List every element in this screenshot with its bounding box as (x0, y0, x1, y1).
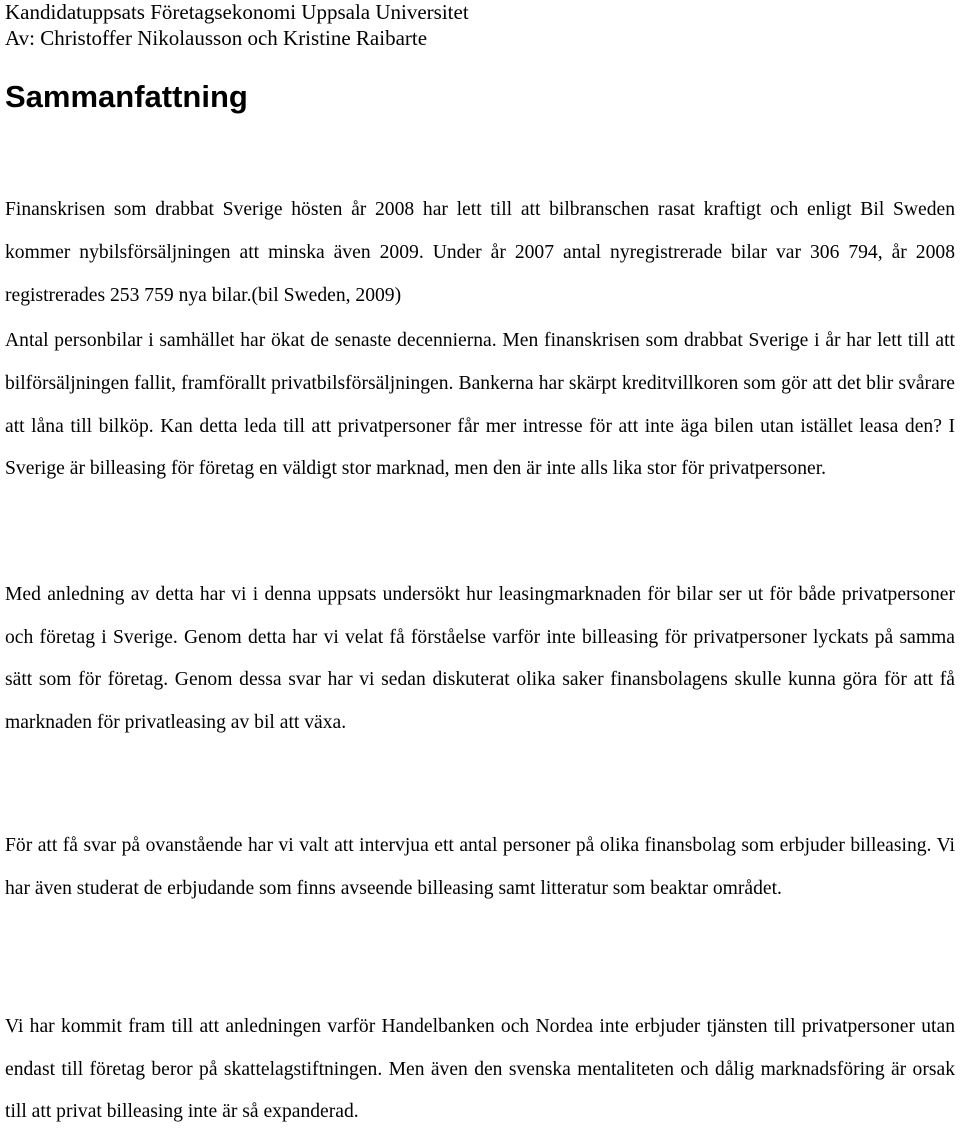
header-authors-line: Av: Christoffer Nikolausson och Kristine Raibarte (5, 26, 428, 50)
paragraph-1: Finanskrisen som drabbat Sverige hösten år 2008 har lett till att bilbranschen rasat kraftigt och enligt Bil Sweden kommer nybilsförsäljningen att minska även 2009. Under år 2007 antal nyregistrerade bilar var 306 794, år 2008 registrerades 253 759 nya bilar.(bil Sweden, 2009) (5, 199, 955, 306)
document-page (5, 0, 955, 1124)
header-thesis-line: Kandidatuppsats Företagsekonomi Uppsala Universitet (5, 0, 469, 24)
paragraph-3: Med anledning av detta har vi i denna uppsats undersökt hur leasingmarknaden för bilar ser ut för både privatpersoner och företag i Sverige. Genom detta har vi velat få förståelse varför inte billeasing för privatpersoner lyckats på samma sätt som för företag. Genom dessa svar har vi sedan diskuterat olika saker finansbolagens skulle kunna göra för att få marknaden för privatleasing av bil att växa. (5, 584, 955, 733)
paragraph-4: För att få svar på ovanstående har vi valt att intervjua ett antal personer på olika finansbolag som erbjuder billeasing. Vi har även studerat de erbjudande som finns avseende billeasing samt litteratur som beaktar området. (5, 835, 955, 899)
paragraph-5: Vi har kommit fram till att anledningen varför Handelbanken och Nordea inte erbjuder tjänsten till privatpersoner utan endast till företag beror på skattelagstiftningen. Men även den svenska mentaliteten och dålig marknadsföring är orsak till att privat billeasing inte är så expanderad. (5, 1016, 955, 1122)
section-title: Sammanfattning (5, 79, 248, 114)
paragraph-2: Antal personbilar i samhället har ökat de senaste decennierna. Men finanskrisen som drabbat Sverige i år har lett till att bilförsäljningen fallit, framförallt privatbilsförsäljningen. Bankerna har skärpt kreditvillkoren som gör att det blir svårare att låna till bilköp. Kan detta leda till att privatpersoner får mer intresse för att inte äga bilen utan istället leasa den? I Sverige är billeasing för företag en väldigt stor marknad, men den är inte alls lika stor för privatpersoner. (5, 330, 955, 480)
